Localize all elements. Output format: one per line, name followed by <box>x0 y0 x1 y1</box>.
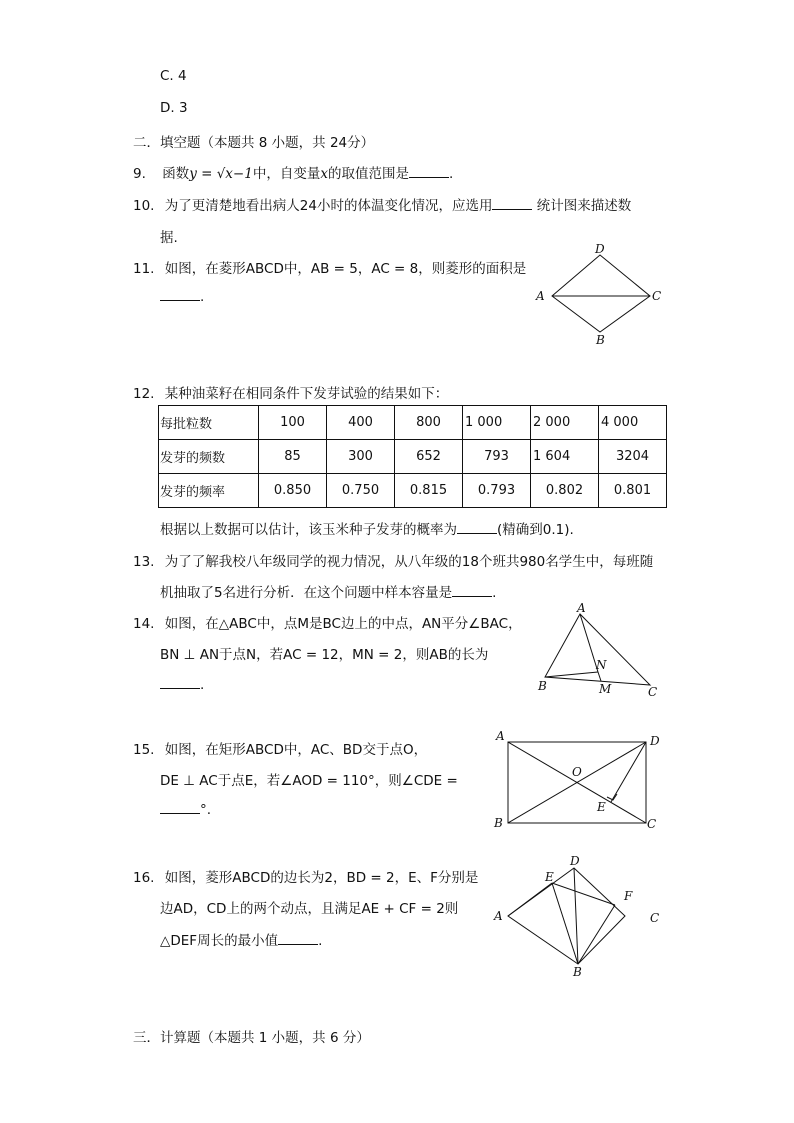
rhombus-shape <box>552 255 650 332</box>
q16-line-1: 如图，菱形ABCD的边长为2，BD = 2，E、F分别是 <box>164 870 479 886</box>
q11-answer-line <box>160 288 204 305</box>
label-b: B <box>494 816 503 830</box>
label-b: B <box>573 965 582 979</box>
segment-ae <box>508 883 552 916</box>
table-row <box>159 406 667 440</box>
question-number: 11. <box>133 261 155 277</box>
q16-text: △DEF周长的最小值 <box>160 933 279 949</box>
question-10 <box>133 194 631 214</box>
table-cell: 800 <box>395 406 463 440</box>
q10-line-2: 据. <box>160 230 178 246</box>
segment-fb <box>578 905 615 964</box>
answer-blank <box>492 197 532 210</box>
q14-answer-line <box>160 676 204 693</box>
table-cell: 793 <box>463 440 531 474</box>
label-a: A <box>536 289 545 303</box>
question-number: 14. <box>133 616 155 632</box>
table-cell: 0.815 <box>395 474 463 508</box>
q14-line-1: 如图，在△ABC中，点M是BC边上的中点，AN平分∠BAC， <box>164 616 522 632</box>
question-14 <box>133 612 522 632</box>
q9-text-b: 中，自变量 <box>252 166 321 182</box>
label-e: E <box>597 800 606 814</box>
germination-table <box>158 405 667 508</box>
question-11 <box>133 257 526 277</box>
answer-blank <box>160 801 200 814</box>
q9-formula: y = √x−1 <box>189 166 253 182</box>
section-heading-calculation: 三．计算题（本题共 1 小题，共 6 分） <box>133 1030 370 1046</box>
table-cell: 4 000 <box>599 406 667 440</box>
q12-text-a: 根据以上数据可以估计，该玉米种子发芽的概率为 <box>160 522 457 538</box>
answer-blank <box>452 584 492 597</box>
q13-line-2 <box>160 581 496 601</box>
option-c: C. 4 <box>160 68 187 84</box>
q12-intro: 某种油菜籽在相同条件下发芽试验的结果如下： <box>164 386 449 402</box>
table-row <box>159 474 667 508</box>
table-cell: 0.802 <box>531 474 599 508</box>
q16-end: . <box>318 933 323 949</box>
label-b: B <box>596 333 605 347</box>
q12-text-b: (精确到0.1). <box>497 522 574 538</box>
q11-text: 如图，在菱形ABCD中，AB = 5，AC = 8，则菱形的面积是 <box>164 261 527 277</box>
table-cell: 300 <box>327 440 395 474</box>
question-number: 13. <box>133 554 155 570</box>
question-number: 15. <box>133 742 155 758</box>
question-9 <box>133 162 453 182</box>
table-cell: 发芽的频数 <box>159 440 259 474</box>
question-number: 10. <box>133 198 155 214</box>
segment-bn <box>545 672 598 677</box>
label-c: C <box>647 817 657 831</box>
label-o: O <box>572 765 582 779</box>
label-c: C <box>652 289 662 303</box>
table-cell: 0.801 <box>599 474 667 508</box>
question-number: 9. <box>133 166 146 182</box>
diagonal-bd <box>574 868 578 964</box>
table-cell: 652 <box>395 440 463 474</box>
rhombus-figure-q11 <box>530 240 670 350</box>
label-f: F <box>624 889 633 903</box>
label-e: E <box>545 870 554 884</box>
perpendicular-de <box>611 742 646 802</box>
segment-eb <box>552 883 578 964</box>
table-cell: 发芽的频率 <box>159 474 259 508</box>
label-m: M <box>599 682 612 696</box>
segment-ef <box>552 883 615 905</box>
q12-conclusion <box>160 518 574 538</box>
label-c: C <box>648 685 658 699</box>
question-number: 12. <box>133 386 155 402</box>
triangle-figure-q14 <box>530 600 670 702</box>
label-a: A <box>494 909 503 923</box>
q9-variable: x <box>320 166 328 182</box>
label-c: C <box>650 911 660 925</box>
q10-text-a: 为了更清楚地看出病人24小时的体温变化情况，应选用 <box>164 198 493 214</box>
q9-text-c: 的取值范围是 <box>327 166 409 182</box>
label-d: D <box>650 734 660 748</box>
triangle-abc <box>545 614 650 685</box>
answer-blank <box>409 165 449 178</box>
answer-blank <box>160 676 200 689</box>
rhombus-abcd <box>508 868 625 964</box>
table-cell: 400 <box>327 406 395 440</box>
label-b: B <box>538 679 547 693</box>
answer-blank <box>160 288 200 301</box>
section-heading-fill-in: 二．填空题（本题共 8 小题，共 24分） <box>133 135 375 151</box>
answer-blank <box>457 521 497 534</box>
table-cell: 85 <box>259 440 327 474</box>
label-a: A <box>577 601 586 615</box>
q10-text-b: 统计图来描述数 <box>536 198 632 214</box>
q15-line-2: DE ⊥ AC于点E，若∠AOD = 110°，则∠CDE = <box>160 773 458 789</box>
table-cell: 0.750 <box>327 474 395 508</box>
question-13 <box>133 550 653 570</box>
q13-line-1: 为了了解我校八年级同学的视力情况，从八年级的18个班共980名学生中，每班随 <box>164 554 654 570</box>
q15-line-1: 如图，在矩形ABCD中，AC、BD交于点O， <box>164 742 428 758</box>
q15-end: °. <box>200 802 212 818</box>
label-a: A <box>496 729 505 743</box>
table-cell: 100 <box>259 406 327 440</box>
table-cell: 3204 <box>599 440 667 474</box>
table-cell: 0.850 <box>259 474 327 508</box>
label-n: N <box>596 658 607 672</box>
rhombus-figure-q16 <box>490 850 670 980</box>
q13-end: . <box>492 585 497 601</box>
question-number: 16. <box>133 870 155 886</box>
question-16 <box>133 866 478 886</box>
label-d: D <box>570 854 580 868</box>
segment-nm <box>598 672 601 681</box>
question-15 <box>133 738 427 758</box>
table-cell: 每批粒数 <box>159 406 259 440</box>
option-d: D. 3 <box>160 100 188 116</box>
q9-end: . <box>448 166 454 182</box>
q14-end: . <box>200 677 205 693</box>
question-12 <box>133 382 448 402</box>
q11-end: . <box>200 289 205 305</box>
q16-line-2: 边AD，CD上的两个动点，且满足AE + CF = 2则 <box>160 901 459 917</box>
answer-blank <box>278 932 318 945</box>
table-cell: 1 000 <box>463 406 531 440</box>
table-row <box>159 440 667 474</box>
q9-text-a: 函数 <box>162 166 190 182</box>
table-cell: 1 604 <box>531 440 599 474</box>
label-d: D <box>595 242 605 256</box>
q15-answer-line <box>160 801 211 818</box>
table-cell: 0.793 <box>463 474 531 508</box>
rectangle-figure-q15 <box>490 726 670 834</box>
table-cell: 2 000 <box>531 406 599 440</box>
q16-line-3 <box>160 929 322 949</box>
q14-line-2: BN ⊥ AN于点N，若AC = 12，MN = 2，则AB的长为 <box>160 647 489 663</box>
q13-text: 机抽取了5名进行分析．在这个问题中样本容量是 <box>160 585 453 601</box>
